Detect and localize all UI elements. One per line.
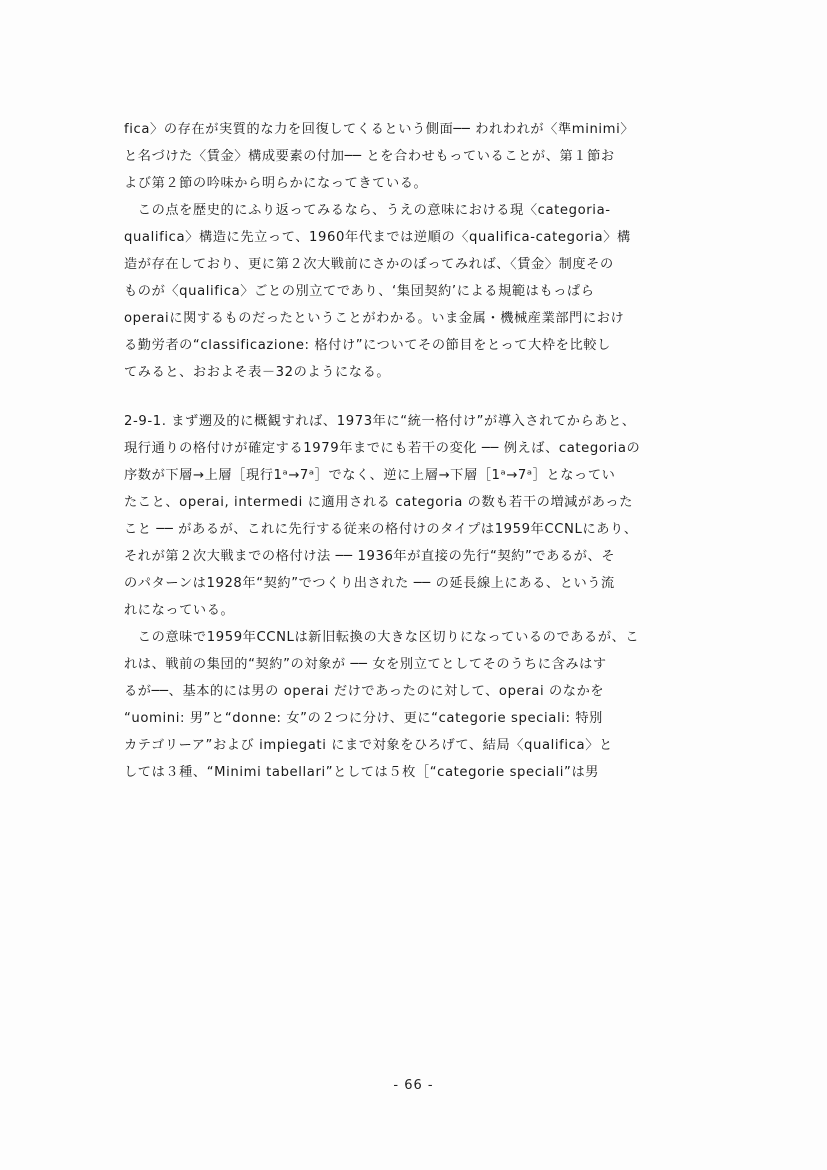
text-line: れは、戦前の集団的“契約”の対象が ── 女を別立てとしてそのうちに含みはす <box>124 657 607 672</box>
text-line: る勤労者の“classificazione: 格付け”についてその節目をとって大枠を比較し <box>124 338 611 353</box>
text-line: のパターンは1928年“契約”でつくり出された ── の延長線上にある、という流 <box>124 576 615 591</box>
text-line: この点を歴史的にふり返ってみるなら、うえの意味における現〈categoria- <box>124 203 611 218</box>
text-line: “uomini: 男”と“donne: 女”の２つに分け、更に“categorie speciali: 特別 <box>124 711 603 726</box>
text-line: こと ── があるが、これに先行する従来の格付けのタイプは1959年CCNLにあり、 <box>124 522 638 537</box>
text-line: カテゴリーア”および impiegati にまで対象をひろげて、結局〈qualifica〉と <box>124 738 613 753</box>
paragraph-2 <box>124 408 724 786</box>
text-line: たこと、operai, intermedi に適用される categoria の数も若干の増減があった <box>124 495 633 510</box>
paragraph-1 <box>124 116 724 386</box>
text-line: operaiに関するものだったということがわかる。いま金属・機械産業部門におけ <box>124 311 625 326</box>
text-line: るが──、基本的には男の operai だけであったのに対して、operai のなかを <box>124 684 605 699</box>
text-line: それが第２次大戦までの格付け法 ── 1936年が直接の先行“契約”であるが、そ <box>124 549 616 564</box>
text-line: 造が存在しており、更に第２次大戦前にさかのぼってみれば、〈賃金〉制度その <box>124 257 614 272</box>
text-line: れになっている。 <box>124 603 235 618</box>
text-line: fica〉の存在が実質的な力を回復してくるという側面── われわれが〈準minimi〉 <box>124 122 635 137</box>
text-line: 序数が下層→上層［現行1ᵃ→7ᵃ］でなく、逆に上層→下層［1ᵃ→7ᵃ］となってい <box>124 468 616 483</box>
text-line: この意味で1959年CCNLは新旧転換の大きな区切りになっているのであるが、こ <box>124 630 640 645</box>
text-line: 現行通りの格付けが確定する1979年までにも若干の変化 ── 例えば、categoriaの <box>124 441 641 456</box>
page-number: - 66 - <box>393 1078 434 1093</box>
text-line: よび第２節の吟味から明らかになってきている。 <box>124 176 428 191</box>
text-line: しては３種、“Minimi tabellari”としては５枚［“categorie speciali”は男 <box>124 765 600 780</box>
text-line: qualifica〉構造に先立って、1960年代までは逆順の〈qualifica-categoria〉構 <box>124 230 631 245</box>
text-line: ものが〈qualifica〉ごとの別立てであり、‘集団契約’による規範はもっぱら <box>124 284 595 299</box>
text-line: てみると、おおよそ表－32のようになる。 <box>124 365 391 380</box>
text-line: 2-9-1. まず遡及的に概観すれば、1973年に“統一格付け”が導入されてからあと、 <box>124 414 636 429</box>
text-line: と名づけた〈賃金〉構成要素の付加── とを合わせもっていることが、第１節お <box>124 149 615 164</box>
